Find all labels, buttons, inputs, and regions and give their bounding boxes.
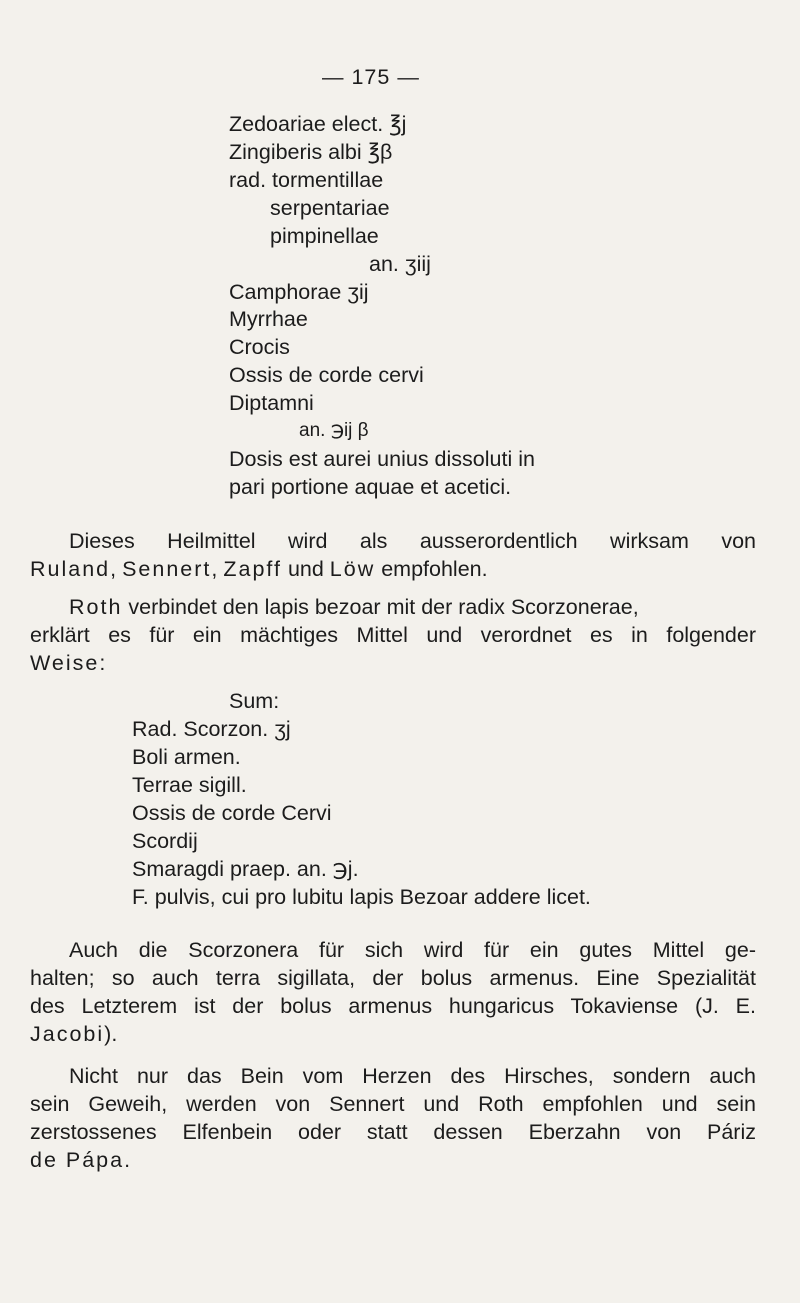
author-name: Löw — [329, 557, 376, 581]
recipe-line: Rad. Scorzon. ʒj — [132, 717, 291, 741]
paragraph-line: Auch die Scorzonera für sich wird für ein gutes Mittel ge- — [69, 938, 756, 962]
paragraph-line: des Letzterem ist der bolus armenus hungaricus Tokaviense (J. E. — [30, 994, 756, 1018]
paragraph-line: sein Geweih, werden von Sennert und Roth empfohlen und sein — [30, 1092, 756, 1116]
recipe-line: Sum: — [229, 689, 280, 713]
text-span: , — [211, 557, 224, 581]
recipe-line: Zingiberis albi ℥β — [229, 140, 393, 164]
recipe-line: Ossis de corde cervi — [229, 363, 424, 387]
recipe-line: an. ℈ij β — [299, 420, 369, 441]
text-span: ). — [104, 1022, 118, 1046]
recipe-line: Camphorae ʒij — [229, 280, 369, 304]
recipe-line: serpentariae — [270, 196, 390, 220]
recipe-line: Zedoariae elect. ℥j — [229, 112, 407, 136]
author-name: Sennert — [122, 557, 212, 581]
recipe-line: pari portione aquae et acetici. — [229, 475, 512, 499]
text-span: und — [281, 557, 330, 581]
paragraph-line — [30, 1021, 117, 1047]
text-span: verbindet den lapis bezoar mit der radix Scorzonerae, — [122, 595, 639, 619]
recipe-line: Myrrhae — [229, 307, 308, 331]
recipe-line: rad. tormentillae — [229, 168, 384, 192]
author-name: Ruland — [30, 557, 111, 581]
recipe-line: Crocis — [229, 335, 290, 359]
text-span: , — [110, 557, 123, 581]
recipe-line: Scordij — [132, 829, 198, 853]
recipe-line: Ossis de corde Cervi — [132, 801, 332, 825]
recipe-line: pimpinellae — [270, 224, 379, 248]
recipe-line: F. pulvis, cui pro lubitu lapis Bezoar addere licet. — [132, 885, 591, 909]
paragraph-line — [30, 556, 488, 582]
text-span: empfohlen. — [375, 557, 488, 581]
author-name: Zapff — [223, 557, 282, 581]
paragraph-line: Weise: — [30, 651, 108, 675]
paragraph-line: zerstossenes Elfenbein oder statt dessen Eberzahn von Páriz — [30, 1120, 756, 1144]
recipe-line: Terrae sigill. — [132, 773, 247, 797]
paragraph-line: de Pápa. — [30, 1148, 133, 1172]
recipe-line: Smaragdi praep. an. ℈j. — [132, 857, 359, 881]
recipe-line: Dosis est aurei unius dissoluti in — [229, 447, 535, 471]
page-number: — 175 — — [322, 65, 420, 89]
recipe-line: an. ʒiij — [369, 252, 431, 276]
paragraph-line: Dieses Heilmittel wird als ausserordentlich wirksam von — [69, 529, 756, 553]
recipe-line: Diptamni — [229, 391, 314, 415]
author-name: Jacobi — [30, 1022, 105, 1046]
paragraph-line: Nicht nur das Bein vom Herzen des Hirsches, sondern auch — [69, 1064, 756, 1088]
recipe-line: Boli armen. — [132, 745, 241, 769]
paragraph-line: halten; so auch terra sigillata, der bolus armenus. Eine Spezialität — [30, 966, 756, 990]
author-name: Roth — [69, 595, 123, 619]
paragraph-line: erklärt es für ein mächtiges Mittel und verordnet es in folgender — [30, 623, 756, 647]
paragraph-line — [69, 594, 639, 620]
